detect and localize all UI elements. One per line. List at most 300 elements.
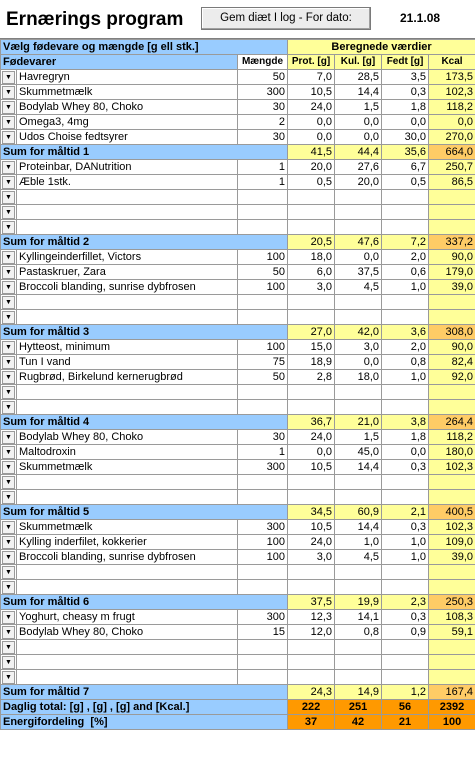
food-name-cell[interactable]: Bodylab Whey 80, Choko xyxy=(17,100,238,115)
chevron-down-icon[interactable]: ▼ xyxy=(2,206,15,219)
sum-carbs: 14,9 xyxy=(335,685,382,700)
carbs-cell xyxy=(335,565,382,580)
save-log-button[interactable]: Gem diæt I log - For dato: xyxy=(201,7,371,30)
food-name-cell[interactable] xyxy=(17,490,238,505)
amount-cell[interactable] xyxy=(238,580,288,595)
protein-cell xyxy=(288,295,335,310)
amount-cell[interactable] xyxy=(238,310,288,325)
food-row xyxy=(1,625,475,640)
fat-cell: 1,0 xyxy=(382,370,429,385)
food-dropdown-cell[interactable] xyxy=(1,640,17,655)
food-dropdown-cell[interactable] xyxy=(1,265,17,280)
food-name-cell[interactable]: Skummetmælk xyxy=(17,85,238,100)
food-name-cell[interactable]: Tun I vand xyxy=(17,355,238,370)
energy-kcal-percent: 100 xyxy=(429,715,475,730)
fat-cell xyxy=(382,655,429,670)
food-dropdown-cell[interactable] xyxy=(1,565,17,580)
chevron-down-icon[interactable]: ▼ xyxy=(2,191,15,204)
chevron-down-icon[interactable]: ▼ xyxy=(2,626,15,639)
carbs-cell: 0,0 xyxy=(335,355,382,370)
fat-cell xyxy=(382,565,429,580)
chevron-down-icon[interactable]: ▼ xyxy=(2,356,15,369)
meal-sum-row xyxy=(1,325,475,340)
meal-sum-label: Sum for måltid 5 xyxy=(1,505,288,520)
chevron-down-icon[interactable]: ▼ xyxy=(2,296,15,309)
sum-protein: 20,5 xyxy=(288,235,335,250)
energy-distribution-unit: [%] xyxy=(90,716,108,728)
food-row xyxy=(1,565,475,580)
fat-cell: 3,5 xyxy=(382,70,429,85)
food-dropdown-cell[interactable] xyxy=(1,580,17,595)
fat-cell: 1,8 xyxy=(382,100,429,115)
meal-sum-row xyxy=(1,235,475,250)
amount-cell[interactable]: 100 xyxy=(238,340,288,355)
carbs-cell xyxy=(335,475,382,490)
food-name-cell[interactable]: Rugbrød, Birkelund kernerugbrød xyxy=(17,370,238,385)
food-name-cell[interactable] xyxy=(17,475,238,490)
food-name-cell[interactable]: Maltodroxin xyxy=(17,445,238,460)
fat-cell: 2,0 xyxy=(382,250,429,265)
food-name-cell[interactable]: Havregryn xyxy=(17,70,238,85)
food-row xyxy=(1,115,475,130)
carbs-cell xyxy=(335,205,382,220)
calculated-values-header: Beregnede værdier xyxy=(288,40,475,55)
kcal-cell: 90,0 xyxy=(429,340,475,355)
food-name-cell[interactable]: Broccoli blanding, sunrise dybfrosen xyxy=(17,550,238,565)
carbs-cell: 4,5 xyxy=(335,280,382,295)
protein-cell: 24,0 xyxy=(288,100,335,115)
amount-cell[interactable]: 2 xyxy=(238,115,288,130)
log-date[interactable]: 21.1.08 xyxy=(400,11,441,25)
chevron-down-icon[interactable]: ▼ xyxy=(2,431,15,444)
protein-cell: 10,5 xyxy=(288,85,335,100)
amount-column-header: Mængde xyxy=(238,55,288,70)
chevron-down-icon[interactable]: ▼ xyxy=(2,71,15,84)
meal-sum-label: Sum for måltid 3 xyxy=(1,325,288,340)
food-name-cell[interactable] xyxy=(17,295,238,310)
fat-cell: 0,0 xyxy=(382,445,429,460)
kcal-cell: 90,0 xyxy=(429,250,475,265)
chevron-down-icon[interactable]: ▼ xyxy=(2,131,15,144)
chevron-down-icon[interactable]: ▼ xyxy=(2,176,15,189)
kcal-cell: 118,2 xyxy=(429,430,475,445)
amount-cell[interactable] xyxy=(238,205,288,220)
food-name-cell[interactable]: Æble 1stk. xyxy=(17,175,238,190)
food-name-cell[interactable]: Skummetmælk xyxy=(17,520,238,535)
chevron-down-icon[interactable]: ▼ xyxy=(2,101,15,114)
protein-cell xyxy=(288,580,335,595)
chevron-down-icon[interactable]: ▼ xyxy=(2,641,15,654)
food-name-cell[interactable] xyxy=(17,310,238,325)
kcal-cell: 82,4 xyxy=(429,355,475,370)
kcal-cell: 108,3 xyxy=(429,610,475,625)
sum-kcal: 400,5 xyxy=(429,505,475,520)
food-row xyxy=(1,520,475,535)
sum-kcal: 264,4 xyxy=(429,415,475,430)
amount-cell[interactable]: 50 xyxy=(238,70,288,85)
fat-cell xyxy=(382,400,429,415)
food-row xyxy=(1,220,475,235)
amount-cell[interactable]: 300 xyxy=(238,610,288,625)
sum-carbs: 19,9 xyxy=(335,595,382,610)
kcal-cell: 39,0 xyxy=(429,280,475,295)
food-name-cell[interactable]: Pastaskruer, Zara xyxy=(17,265,238,280)
sum-carbs: 47,6 xyxy=(335,235,382,250)
protein-cell: 0,0 xyxy=(288,445,335,460)
chevron-down-icon[interactable]: ▼ xyxy=(2,566,15,579)
amount-cell[interactable]: 100 xyxy=(238,280,288,295)
chevron-down-icon[interactable]: ▼ xyxy=(2,401,15,414)
sum-kcal: 337,2 xyxy=(429,235,475,250)
fat-cell xyxy=(382,295,429,310)
chevron-down-icon[interactable]: ▼ xyxy=(2,476,15,489)
sum-kcal: 308,0 xyxy=(429,325,475,340)
food-name-cell[interactable]: Kylling inderfilet, kokkerier xyxy=(17,535,238,550)
sum-fat: 7,2 xyxy=(382,235,429,250)
protein-cell: 6,0 xyxy=(288,265,335,280)
food-name-cell[interactable]: Bodylab Whey 80, Choko xyxy=(17,430,238,445)
food-dropdown-cell[interactable] xyxy=(1,535,17,550)
carbs-column-header: Kul. [g] xyxy=(335,55,382,70)
food-row xyxy=(1,475,475,490)
chevron-down-icon[interactable]: ▼ xyxy=(2,86,15,99)
food-name-cell[interactable]: Proteinbar, DANutrition xyxy=(17,160,238,175)
fat-cell xyxy=(382,220,429,235)
food-dropdown-cell[interactable] xyxy=(1,340,17,355)
food-dropdown-cell[interactable] xyxy=(1,370,17,385)
amount-cell[interactable] xyxy=(238,490,288,505)
food-row xyxy=(1,550,475,565)
carbs-cell xyxy=(335,220,382,235)
sum-kcal: 664,0 xyxy=(429,145,475,160)
food-row xyxy=(1,295,475,310)
food-dropdown-cell[interactable] xyxy=(1,550,17,565)
food-row xyxy=(1,580,475,595)
amount-cell[interactable]: 30 xyxy=(238,100,288,115)
chevron-down-icon[interactable]: ▼ xyxy=(2,251,15,264)
amount-cell[interactable] xyxy=(238,640,288,655)
carbs-cell: 28,5 xyxy=(335,70,382,85)
fat-cell: 0,0 xyxy=(382,115,429,130)
chevron-down-icon[interactable]: ▼ xyxy=(2,221,15,234)
food-row xyxy=(1,160,475,175)
food-name-cell[interactable]: Udos Choise fedtsyrer xyxy=(17,130,238,145)
fat-cell: 1,0 xyxy=(382,535,429,550)
fat-cell xyxy=(382,670,429,685)
food-dropdown-cell[interactable] xyxy=(1,70,17,85)
kcal-cell xyxy=(429,295,475,310)
protein-cell: 10,5 xyxy=(288,460,335,475)
food-dropdown-cell[interactable] xyxy=(1,625,17,640)
fat-column-header: Fedt [g] xyxy=(382,55,429,70)
carbs-cell: 3,0 xyxy=(335,340,382,355)
sum-protein: 27,0 xyxy=(288,325,335,340)
food-name-cell[interactable]: Skummetmælk xyxy=(17,460,238,475)
carbs-cell: 1,5 xyxy=(335,430,382,445)
energy-distribution-label-cell xyxy=(1,715,288,730)
kcal-cell: 180,0 xyxy=(429,445,475,460)
fat-cell xyxy=(382,640,429,655)
food-dropdown-cell[interactable] xyxy=(1,475,17,490)
chevron-down-icon[interactable]: ▼ xyxy=(2,386,15,399)
sum-fat: 35,6 xyxy=(382,145,429,160)
energy-distribution-label: Energifordeling xyxy=(3,716,85,728)
food-row xyxy=(1,250,475,265)
food-row xyxy=(1,175,475,190)
kcal-cell xyxy=(429,655,475,670)
food-name-cell[interactable] xyxy=(17,640,238,655)
food-name-cell[interactable] xyxy=(17,655,238,670)
kcal-cell xyxy=(429,190,475,205)
chevron-down-icon[interactable]: ▼ xyxy=(2,281,15,294)
amount-cell[interactable]: 100 xyxy=(238,550,288,565)
amount-cell[interactable]: 30 xyxy=(238,430,288,445)
kcal-cell: 39,0 xyxy=(429,550,475,565)
carbs-cell: 37,5 xyxy=(335,265,382,280)
carbs-cell xyxy=(335,310,382,325)
amount-cell[interactable]: 1 xyxy=(238,160,288,175)
kcal-cell: 102,3 xyxy=(429,520,475,535)
protein-cell: 20,0 xyxy=(288,160,335,175)
food-dropdown-cell[interactable] xyxy=(1,655,17,670)
food-name-cell[interactable]: Bodylab Whey 80, Choko xyxy=(17,625,238,640)
carbs-cell xyxy=(335,190,382,205)
food-dropdown-cell[interactable] xyxy=(1,175,17,190)
fat-cell: 0,3 xyxy=(382,85,429,100)
fat-cell: 2,0 xyxy=(382,340,429,355)
protein-cell xyxy=(288,565,335,580)
protein-cell: 12,3 xyxy=(288,610,335,625)
amount-cell[interactable]: 300 xyxy=(238,85,288,100)
kcal-cell: 0,0 xyxy=(429,115,475,130)
amount-cell[interactable] xyxy=(238,190,288,205)
fat-cell xyxy=(382,190,429,205)
protein-cell xyxy=(288,490,335,505)
chevron-down-icon[interactable]: ▼ xyxy=(2,491,15,504)
fat-cell: 0,3 xyxy=(382,460,429,475)
sum-carbs: 60,9 xyxy=(335,505,382,520)
food-name-cell[interactable] xyxy=(17,670,238,685)
food-row xyxy=(1,190,475,205)
food-name-cell[interactable] xyxy=(17,220,238,235)
food-dropdown-cell[interactable] xyxy=(1,280,17,295)
kcal-cell xyxy=(429,475,475,490)
chevron-down-icon[interactable]: ▼ xyxy=(2,536,15,549)
fat-cell xyxy=(382,205,429,220)
carbs-cell xyxy=(335,655,382,670)
amount-cell[interactable]: 1 xyxy=(238,175,288,190)
food-row xyxy=(1,130,475,145)
food-row xyxy=(1,85,475,100)
protein-cell: 2,8 xyxy=(288,370,335,385)
kcal-cell: 173,5 xyxy=(429,70,475,85)
fat-cell xyxy=(382,475,429,490)
daily-total-fat: 56 xyxy=(382,700,429,715)
food-row xyxy=(1,535,475,550)
nutrition-table xyxy=(0,39,475,730)
daily-total-carbs: 251 xyxy=(335,700,382,715)
amount-cell[interactable] xyxy=(238,220,288,235)
chevron-down-icon[interactable]: ▼ xyxy=(2,161,15,174)
sum-protein: 36,7 xyxy=(288,415,335,430)
food-name-cell[interactable] xyxy=(17,565,238,580)
chevron-down-icon[interactable]: ▼ xyxy=(2,521,15,534)
fat-cell xyxy=(382,580,429,595)
meal-sum-row xyxy=(1,415,475,430)
amount-cell[interactable] xyxy=(238,400,288,415)
energy-distribution-row xyxy=(1,715,475,730)
amount-cell[interactable]: 300 xyxy=(238,460,288,475)
chevron-down-icon[interactable]: ▼ xyxy=(2,311,15,324)
chevron-down-icon[interactable]: ▼ xyxy=(2,611,15,624)
fat-cell: 0,3 xyxy=(382,610,429,625)
amount-cell[interactable] xyxy=(238,565,288,580)
food-dropdown-cell[interactable] xyxy=(1,520,17,535)
protein-cell: 3,0 xyxy=(288,550,335,565)
food-dropdown-cell[interactable] xyxy=(1,160,17,175)
kcal-cell xyxy=(429,220,475,235)
food-name-cell[interactable]: Broccoli blanding, sunrise dybfrosen xyxy=(17,280,238,295)
protein-cell xyxy=(288,655,335,670)
protein-column-header: Prot. [g] xyxy=(288,55,335,70)
chevron-down-icon[interactable]: ▼ xyxy=(2,446,15,459)
food-dropdown-cell[interactable] xyxy=(1,490,17,505)
chevron-down-icon[interactable]: ▼ xyxy=(2,656,15,669)
food-dropdown-cell[interactable] xyxy=(1,130,17,145)
food-name-cell[interactable] xyxy=(17,400,238,415)
carbs-cell: 14,4 xyxy=(335,520,382,535)
food-name-cell[interactable] xyxy=(17,190,238,205)
kcal-cell xyxy=(429,670,475,685)
food-row xyxy=(1,610,475,625)
chevron-down-icon[interactable]: ▼ xyxy=(2,551,15,564)
sum-fat: 1,2 xyxy=(382,685,429,700)
kcal-cell xyxy=(429,385,475,400)
food-row xyxy=(1,655,475,670)
daily-total-row xyxy=(1,700,475,715)
chevron-down-icon[interactable]: ▼ xyxy=(2,116,15,129)
carbs-cell xyxy=(335,580,382,595)
fat-cell xyxy=(382,385,429,400)
kcal-cell xyxy=(429,565,475,580)
carbs-cell: 20,0 xyxy=(335,175,382,190)
protein-cell: 10,5 xyxy=(288,520,335,535)
carbs-cell xyxy=(335,490,382,505)
kcal-cell: 92,0 xyxy=(429,370,475,385)
food-dropdown-cell[interactable] xyxy=(1,85,17,100)
sum-protein: 34,5 xyxy=(288,505,335,520)
amount-cell[interactable]: 50 xyxy=(238,370,288,385)
energy-protein-percent: 37 xyxy=(288,715,335,730)
meal-sum-row xyxy=(1,145,475,160)
food-dropdown-cell[interactable] xyxy=(1,670,17,685)
chevron-down-icon[interactable]: ▼ xyxy=(2,671,15,684)
kcal-cell: 270,0 xyxy=(429,130,475,145)
food-name-cell[interactable] xyxy=(17,385,238,400)
food-dropdown-cell[interactable] xyxy=(1,610,17,625)
app-header xyxy=(0,0,475,39)
fat-cell: 30,0 xyxy=(382,130,429,145)
food-dropdown-cell[interactable] xyxy=(1,400,17,415)
food-name-cell[interactable] xyxy=(17,205,238,220)
amount-cell[interactable] xyxy=(238,655,288,670)
food-dropdown-cell[interactable] xyxy=(1,295,17,310)
amount-cell[interactable]: 50 xyxy=(238,265,288,280)
amount-cell[interactable]: 1 xyxy=(238,445,288,460)
protein-cell xyxy=(288,205,335,220)
chevron-down-icon[interactable]: ▼ xyxy=(2,371,15,384)
kcal-cell: 250,7 xyxy=(429,160,475,175)
amount-cell[interactable]: 15 xyxy=(238,625,288,640)
chevron-down-icon[interactable]: ▼ xyxy=(2,266,15,279)
food-row xyxy=(1,280,475,295)
amount-cell[interactable]: 100 xyxy=(238,250,288,265)
food-dropdown-cell[interactable] xyxy=(1,190,17,205)
kcal-cell xyxy=(429,580,475,595)
food-name-cell[interactable] xyxy=(17,580,238,595)
amount-cell[interactable] xyxy=(238,475,288,490)
fat-cell: 0,6 xyxy=(382,265,429,280)
food-dropdown-cell[interactable] xyxy=(1,250,17,265)
fat-cell: 1,0 xyxy=(382,280,429,295)
food-name-cell[interactable]: Hytteost, minimum xyxy=(17,340,238,355)
sum-fat: 3,6 xyxy=(382,325,429,340)
protein-cell xyxy=(288,310,335,325)
food-name-cell[interactable]: Kyllingeinderfillet, Victors xyxy=(17,250,238,265)
food-dropdown-cell[interactable] xyxy=(1,115,17,130)
carbs-cell: 0,8 xyxy=(335,625,382,640)
food-dropdown-cell[interactable] xyxy=(1,220,17,235)
chevron-down-icon[interactable]: ▼ xyxy=(2,341,15,354)
sum-protein: 24,3 xyxy=(288,685,335,700)
select-food-header: Vælg fødevare og mængde [g ell stk.] xyxy=(1,40,288,55)
food-dropdown-cell[interactable] xyxy=(1,100,17,115)
protein-cell: 24,0 xyxy=(288,430,335,445)
amount-cell[interactable] xyxy=(238,670,288,685)
chevron-down-icon[interactable]: ▼ xyxy=(2,461,15,474)
amount-cell[interactable] xyxy=(238,295,288,310)
carbs-cell: 18,0 xyxy=(335,370,382,385)
fat-cell: 0,3 xyxy=(382,520,429,535)
fat-cell: 1,8 xyxy=(382,430,429,445)
carbs-cell: 14,1 xyxy=(335,610,382,625)
amount-cell[interactable]: 100 xyxy=(238,535,288,550)
amount-cell[interactable]: 30 xyxy=(238,130,288,145)
chevron-down-icon[interactable]: ▼ xyxy=(2,581,15,594)
food-row xyxy=(1,340,475,355)
food-dropdown-cell[interactable] xyxy=(1,355,17,370)
protein-cell: 12,0 xyxy=(288,625,335,640)
kcal-cell: 86,5 xyxy=(429,175,475,190)
carbs-cell xyxy=(335,295,382,310)
food-name-cell[interactable]: Yoghurt, cheasy m frugt xyxy=(17,610,238,625)
carbs-cell xyxy=(335,385,382,400)
kcal-column-header: Kcal xyxy=(429,55,475,70)
sum-carbs: 21,0 xyxy=(335,415,382,430)
food-dropdown-cell[interactable] xyxy=(1,385,17,400)
food-dropdown-cell[interactable] xyxy=(1,460,17,475)
food-dropdown-cell[interactable] xyxy=(1,310,17,325)
food-name-cell[interactable]: Omega3, 4mg xyxy=(17,115,238,130)
food-dropdown-cell[interactable] xyxy=(1,205,17,220)
food-dropdown-cell[interactable] xyxy=(1,430,17,445)
food-row xyxy=(1,310,475,325)
amount-cell[interactable] xyxy=(238,385,288,400)
amount-cell[interactable]: 75 xyxy=(238,355,288,370)
amount-cell[interactable]: 300 xyxy=(238,520,288,535)
food-dropdown-cell[interactable] xyxy=(1,445,17,460)
meal-sum-label: Sum for måltid 2 xyxy=(1,235,288,250)
